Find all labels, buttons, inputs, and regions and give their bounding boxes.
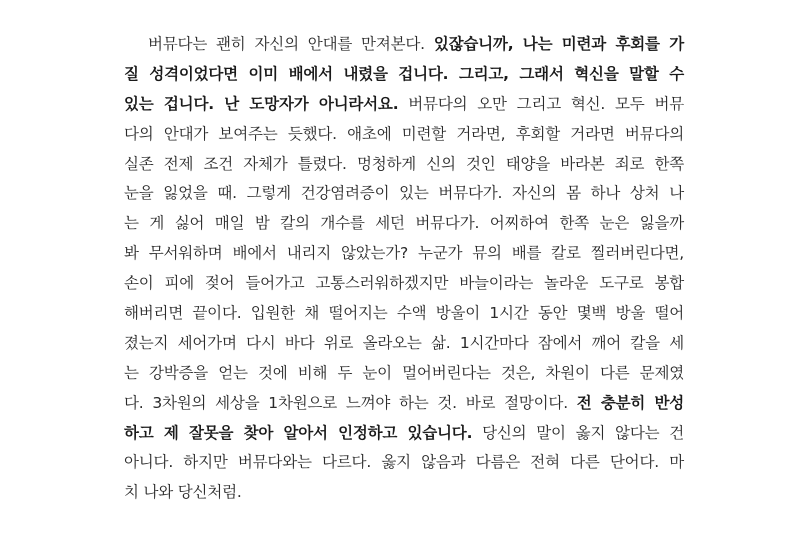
bold-text-segment: 있는 겁니다. 난 도망자가 아니라서요. <box>124 94 399 113</box>
text-line <box>124 30 684 60</box>
text-line <box>124 209 684 239</box>
body-paragraph <box>124 30 684 508</box>
text-line <box>124 60 684 90</box>
text-segment: 실존 전제 조건 자체가 틀렸다. 멍청하게 신의 것인 태양을 바라본 죄로 한쪽 <box>124 154 684 173</box>
text-line <box>124 478 684 508</box>
text-segment: 버뮤다의 오만 그리고 혁신. 모두 버뮤 <box>398 94 685 113</box>
text-line <box>124 299 684 329</box>
text-segment: 다의 안대가 보여주는 듯했다. 애초에 미련할 거라면, 후회할 거라면 버뮤다의 <box>124 124 684 143</box>
text-segment: 눈을 잃었을 때. 그렇게 건강염려증이 있는 버뮤다가. 자신의 몸 하나 상처 나 <box>124 184 684 203</box>
text-segment: 당신의 말이 옳지 않다는 건 <box>472 423 684 442</box>
bold-text-segment: 하고 제 잘못을 찾아 알아서 인정하고 있습니다. <box>124 423 473 442</box>
text-segment: 다. 3차원의 세상을 1차원으로 느껴야 하는 것. 바로 절망이다. <box>124 393 577 412</box>
text-segment: 졌는지 세어가며 다시 바다 위로 올라오는 삶. 1시간마다 잠에서 깨어 칼을 세 <box>124 333 684 352</box>
text-line <box>124 419 684 449</box>
bold-text-segment: 있잖습니까, 나는 미련과 후회를 가 <box>433 35 684 53</box>
bold-text-segment: 전 충분히 반성 <box>576 393 685 412</box>
text-segment: 아니다. 하지만 버뮤다와는 다르다. 옳지 않음과 다름은 전혀 다른 단어다. 마 <box>124 453 684 472</box>
text-segment: 는 강박증을 얻는 것에 비해 두 눈이 멀어버린다는 것은, 차원이 다른 문제였 <box>124 363 684 382</box>
text-segment: 는 게 싫어 매일 밤 칼의 개수를 세던 버뮤다가. 어찌하여 한쪽 눈은 잃을까 <box>124 214 684 233</box>
text-segment: 버뮤다는 괜히 자신의 안대를 만져본다. <box>148 35 434 53</box>
text-line <box>124 448 684 478</box>
text-line <box>124 179 684 209</box>
text-segment: 손이 피에 젖어 들어가고 고통스러워하겠지만 바늘이라는 놀라운 도구로 봉합 <box>124 274 684 293</box>
text-line <box>124 150 684 180</box>
text-segment: 해버리면 끝이다. 입원한 채 떨어지는 수액 방울이 1시간 동안 몇백 방울 떨어 <box>124 304 684 323</box>
text-line <box>124 389 684 419</box>
text-segment: 봐 무서워하며 배에서 내리지 않았는가? 누군가 뮤의 배를 칼로 찔러버린다면, <box>124 244 684 263</box>
text-line <box>124 269 684 299</box>
text-line <box>124 90 684 120</box>
text-segment: 치 나와 당신처럼. <box>124 483 242 502</box>
text-line <box>124 239 684 269</box>
text-line <box>124 329 684 359</box>
text-line <box>124 359 684 389</box>
bold-text-segment: 질 성격이었다면 이미 배에서 내렸을 겁니다. 그리고, 그래서 혁신을 말할 수 <box>124 64 684 83</box>
text-line <box>124 120 684 150</box>
